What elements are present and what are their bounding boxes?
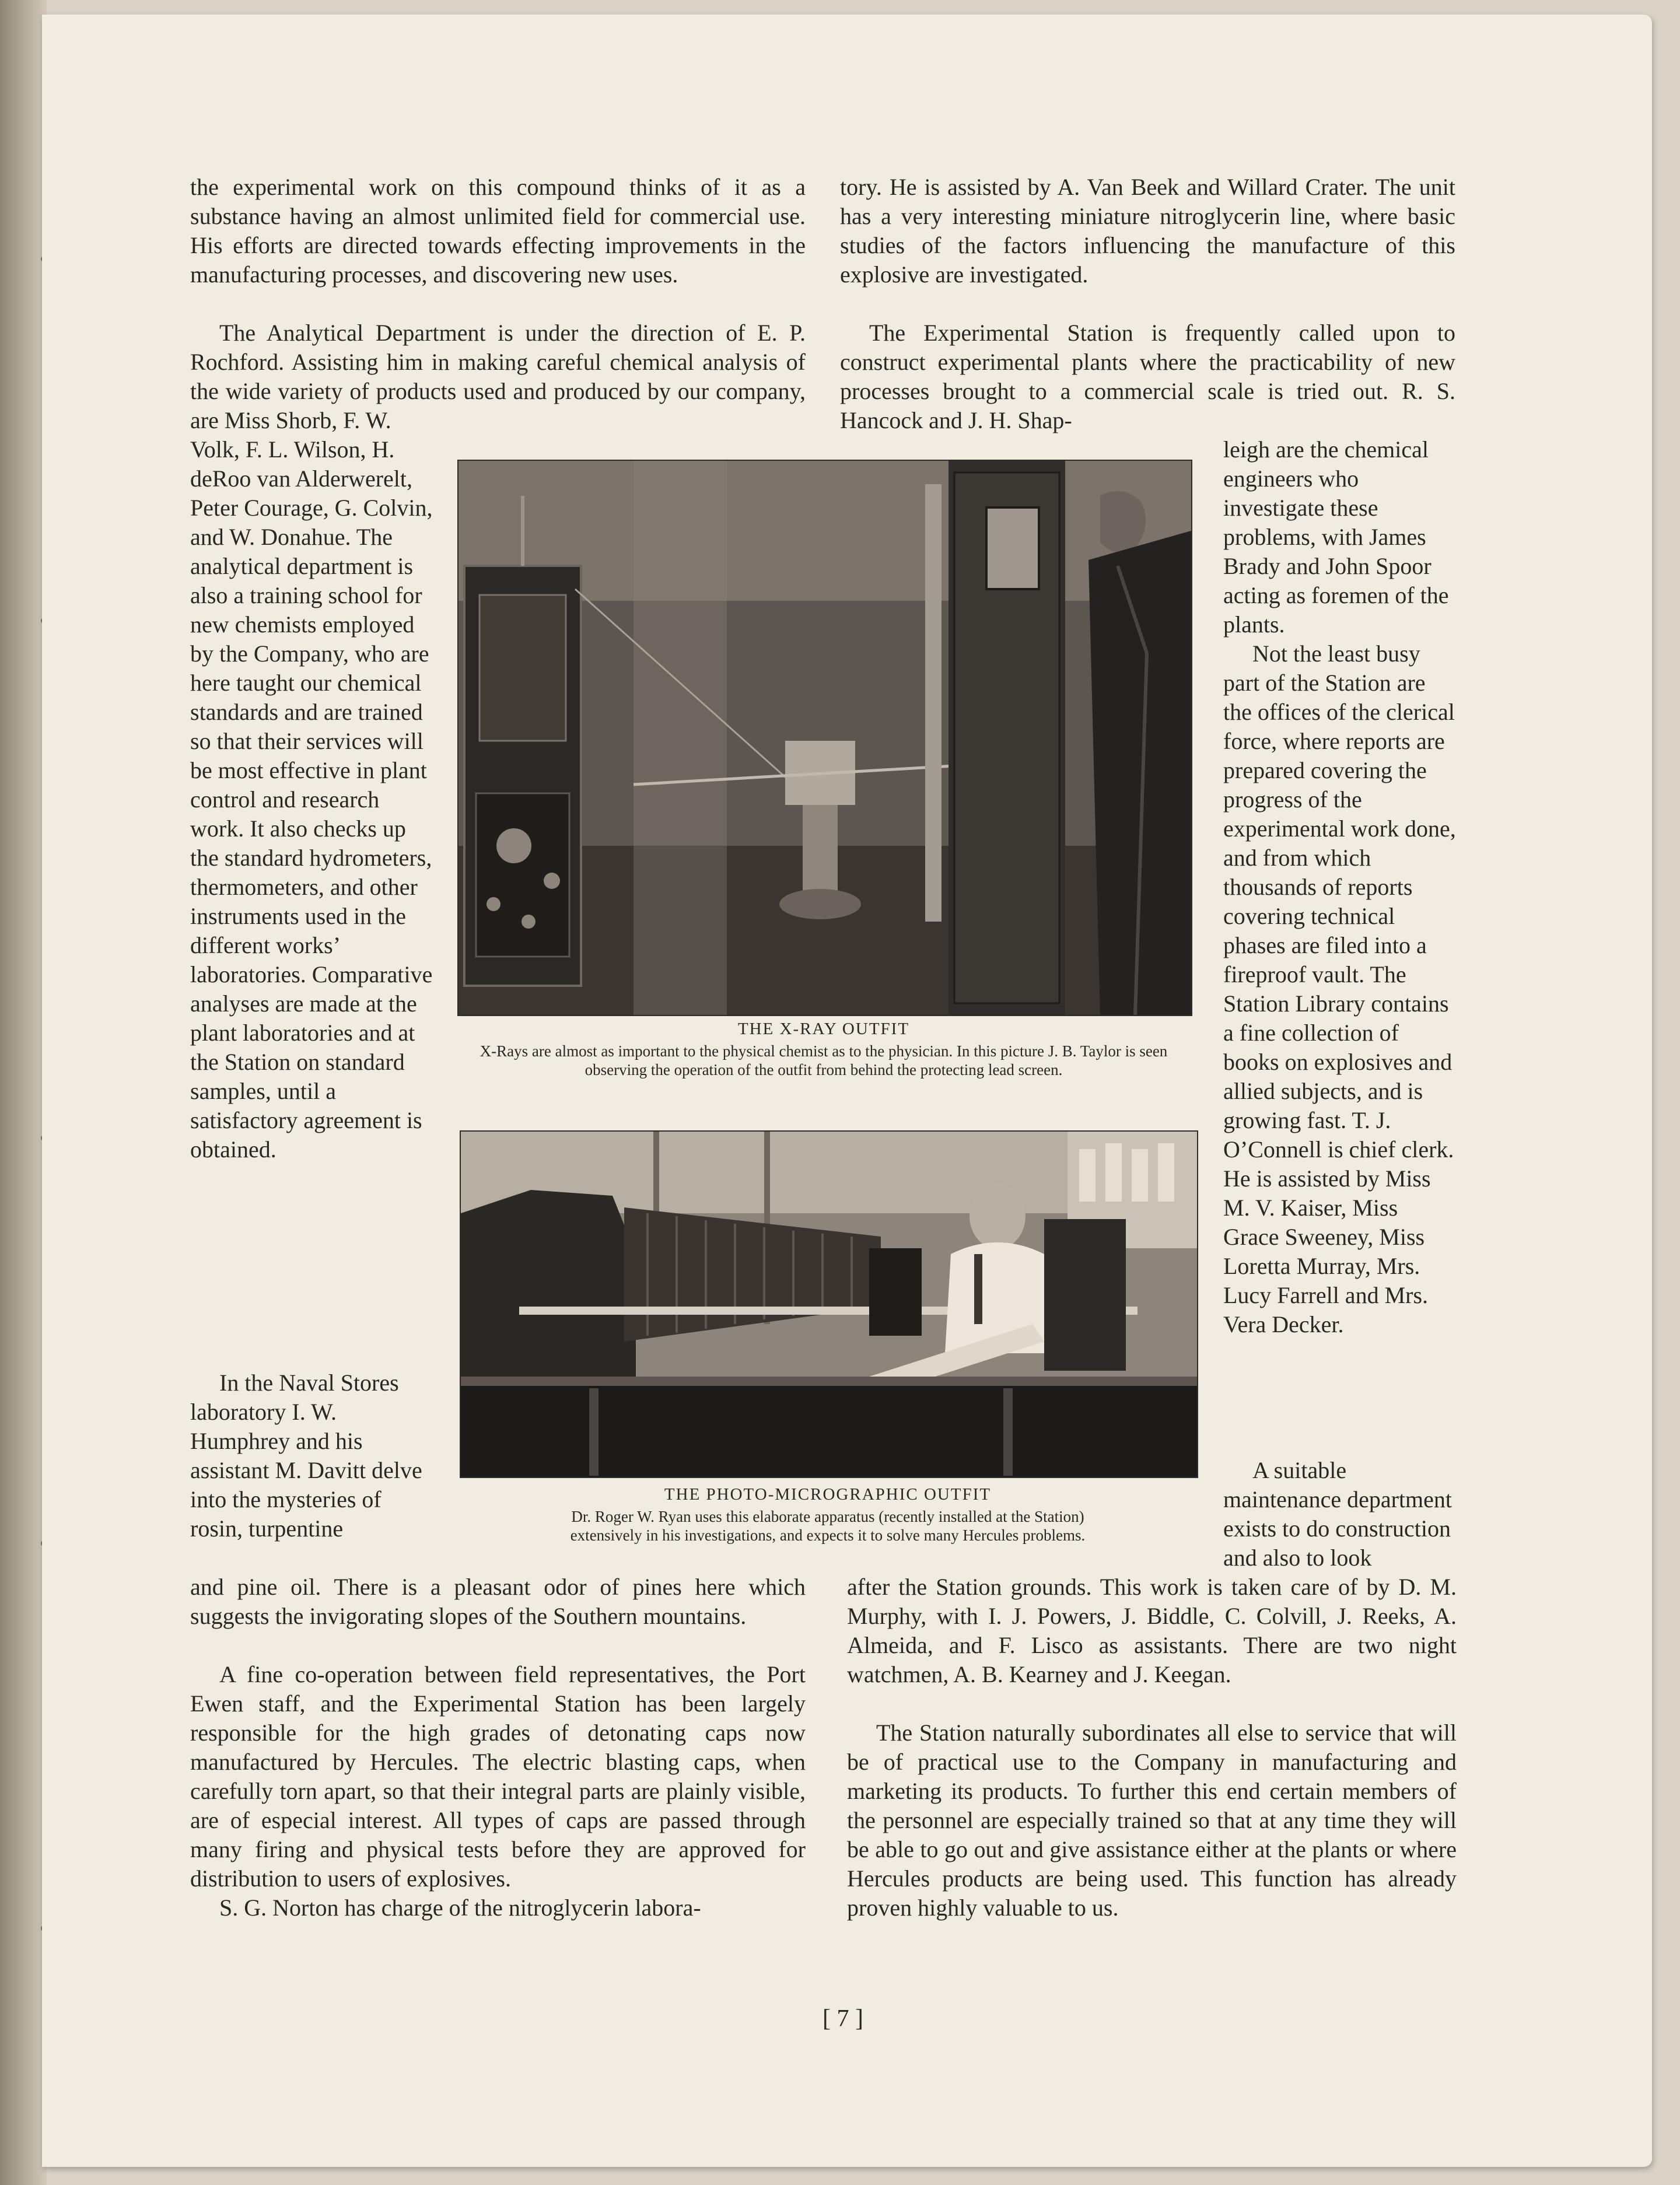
x-ray-outfit-photo xyxy=(457,460,1192,1016)
x-ray-caption-text: X-Rays are almost as important to the physical chemist as to the physician. In this picture J. B. Taylor is seen observing the operation of the outfit from behind the protecting lead screen. xyxy=(480,1042,1168,1079)
paragraph: and pine oil. There is a pleasant odor of pines here which suggests the invigorating slopes of the Southern mountains. xyxy=(190,1574,806,1629)
photo-micrographic-outfit-photo xyxy=(460,1130,1198,1478)
paragraph: after the Station grounds. This work is taken care of by D. M. Murphy, with I. J. Powers, J. Biddle, C. Colvill, J. Reeks, A. Almeida, and F. Lisco as assistants. There are two night watchmen, A. B. Kearney and J. Keegan. xyxy=(847,1574,1457,1687)
paragraph: Not the least busy part of the Station are the offices of the clerical force, where reports are prepared covering the progress of the experimental work done, and from which thousands of reports covering technical phases are filed into a fireproof vault. The Station Library contains a fine collection of books on explosives and allied subjects, and is growing fast. T. J. O’Connell is chief clerk. He is assisted by Miss M. V. Kaiser, Miss Grace Sweeney, Miss Loretta Murray, Mrs. Lucy Farrell and Mrs. Vera Decker. xyxy=(1223,640,1456,1337)
x-ray-caption-title: THE X-RAY OUTFIT xyxy=(737,1020,910,1038)
paragraph: tory. He is assisted by A. Van Beek and Willard Crater. The unit has a very interesting miniature nitroglycerin line, where basic studies of the factors influencing the manufacture of this explosive are investigated. xyxy=(840,174,1455,288)
binding-spine xyxy=(0,0,47,2185)
paragraph: A fine co-operation between field representatives, the Port Ewen staff, and the Experimental Station has been largely responsible for the high grades of detonating caps now manufactured by Hercules. The electric blasting caps, when carefully torn apart, so that their integral parts are plainly visible, are of especial interest. All types of caps are passed through many firing and physical tests before they are approved for distribution to users of explosives. xyxy=(190,1661,806,1892)
paragraph: the experimental work on this compound thinks of it as a substance having an almost unlimited field for commercial use. His efforts are directed towards effecting improvements in the manufacturing processes, and discovering new uses. xyxy=(190,174,806,288)
paragraph: leigh are the chemical engineers who investigate these problems, with James Brady and John Spoor acting as foremen of the plants. xyxy=(1223,436,1449,638)
page-number: [ 7 ] xyxy=(822,2005,863,2032)
paragraph: The Experimental Station is frequently called upon to construct experimental plants where the practicability of new processes brought to a commercial scale is tried out. R. S. Hancock and J. H. Shap- xyxy=(840,320,1455,433)
x-ray-photo-illustration xyxy=(459,461,1191,1015)
photo-micrographic-illustration xyxy=(461,1132,1197,1477)
paragraph: Volk, F. L. Wilson, H. deRoo van Alderwerelt, Peter Courage, G. Colvin, and W. Donahue. The analytical department is also a training school for new chemists employed by the Company, who are here taught our chemical standards and are trained so that their services will be most effective in plant control and research work. It also checks up the standard hydrometers, thermometers, and other instruments used in the different works’ laboratories. Comparative analyses are made at the plant laboratories and at the Station on standard samples, until a satisfactory agreement is obtained. xyxy=(190,436,433,1162)
photo-micrographic-caption-line: extensively in his investigations, and expects it to solve many Hercules problems. xyxy=(570,1526,1086,1544)
paragraph: The Analytical Department is under the direction of E. P. Rochford. Assisting him in making careful chemical analysis of the wide variety of products used and produced by our company, are Miss Shorb, F. W. xyxy=(190,320,806,433)
paragraph: A suitable maintenance department exists to do construction and also to look xyxy=(1223,1457,1452,1571)
photo-micrographic-caption-title: THE PHOTO-MICROGRAPHIC OUTFIT xyxy=(664,1485,992,1504)
paragraph: In the Naval Stores laboratory I. W. Humphrey and his assistant M. Davitt delve into the mysteries of rosin, turpentine xyxy=(190,1370,422,1542)
paragraph: S. G. Norton has charge of the nitroglycerin labora- xyxy=(219,1895,701,1921)
photo-micrographic-caption-line: Dr. Roger W. Ryan uses this elaborate apparatus (recently installed at the Station) xyxy=(571,1508,1084,1525)
paragraph: The Station naturally subordinates all else to service that will be of practical use to the Company in manufacturing and marketing its products. To further this end certain members of the personnel are especially trained so that at any time they will be able to go out and give assistance either at the plants or where Hercules products are being used. This function has already proven highly valuable to us. xyxy=(847,1720,1457,1921)
